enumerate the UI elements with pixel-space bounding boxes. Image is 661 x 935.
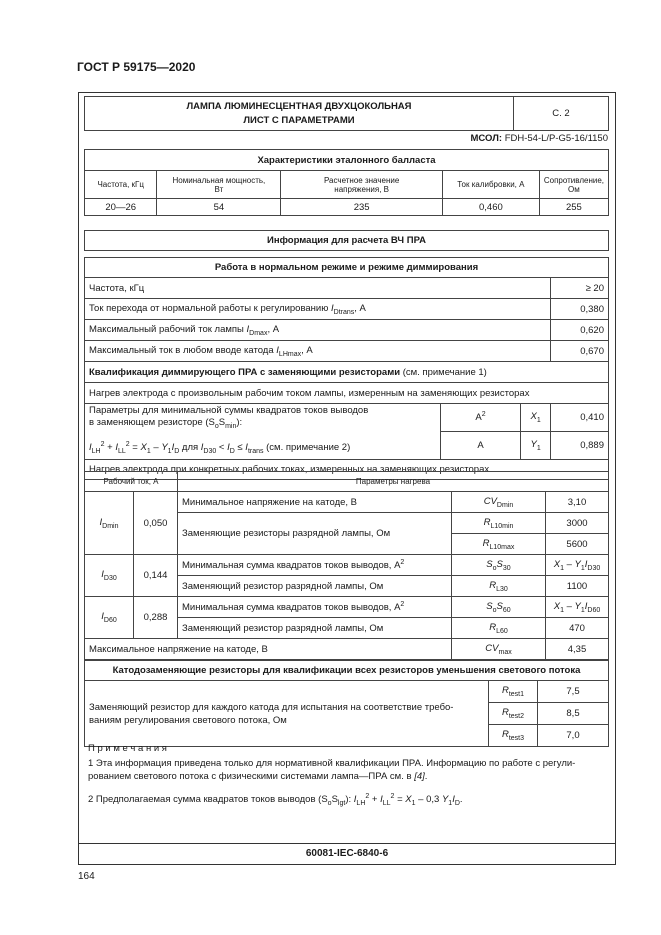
rl30-symbol: $R_{L30}$: [452, 576, 546, 597]
rl10min-symbol: $R_{L10min}$: [452, 513, 546, 534]
normal-mode-title: Работа в нормальном режиме и режиме диммирования: [85, 258, 609, 278]
rtest2-value: 8,5: [538, 703, 609, 725]
title-line-1: ЛАМПА ЛЮМИНЕСЦЕНТНАЯ ДВУХЦОКОЛЬНАЯ: [186, 101, 412, 112]
rl30-value: 1100: [546, 576, 609, 597]
page-number: 164: [78, 871, 95, 882]
sheet-number: С. 2: [514, 97, 609, 131]
min-sum-30-label: Минимальная сумма квадратов токов выводов, $А^2$: [178, 555, 452, 576]
group-d30-value: 0,144: [134, 555, 178, 597]
col-calibration-current: Ток калибровки, А: [442, 171, 539, 199]
heating-arbitrary-row: Нагрев электрода с произвольным рабочим током лампы, измеренным на заменяющих резисторах: [85, 383, 609, 404]
max-cathode-voltage-label: Максимальное напряжение на катоде, В: [85, 639, 452, 660]
dimming-title: Квалификация диммирующего ПРА с заменяющими резисторами (см. примечание 1): [85, 362, 609, 383]
rl60-value: 470: [546, 618, 609, 639]
cv-max-value: 4,35: [546, 639, 609, 660]
mcol-label: МСОЛ:: [470, 133, 503, 144]
cv-dmin-symbol: $CV_{Dmin}$: [452, 492, 546, 513]
rl10min-value: 3000: [546, 513, 609, 534]
rtest3-symbol: $R_{test3}$: [489, 725, 538, 747]
x1-value: 0,410: [550, 404, 608, 432]
replacement-resistors-label: Заменяющие резисторы разрядной лампы, Ом: [178, 513, 452, 555]
y1-label: $Y_1$: [521, 431, 551, 459]
rl10max-symbol: $R_{L10max}$: [452, 534, 546, 555]
notes-heading: П р и м е ч а н и я: [88, 743, 167, 754]
heating-specific-row: Нагрев электрода при конкретных рабочих токах, измеренных на заменяющих резисторах: [85, 459, 609, 479]
rtest1-value: 7,5: [538, 681, 609, 703]
mcol-code: [400, 133, 608, 144]
rl30-label: Заменяющий резистор разрядной лампы, Ом: [178, 576, 452, 597]
value-voltage: 235: [281, 199, 443, 216]
hf-info-title-box: [84, 230, 609, 251]
reference-ballast-title: Характеристики эталонного балласта: [85, 150, 609, 171]
x1-label: $X_1$: [521, 404, 551, 432]
group-d60-value: 0,288: [134, 597, 178, 639]
a2-label: $A^2$: [440, 404, 521, 432]
min-sum-60-label: Минимальная сумма квадратов токов выводов, $А^2$: [178, 597, 452, 618]
a-label: A: [440, 431, 521, 459]
col-resistance: Сопротивление, Ом: [539, 171, 608, 199]
row-dmax-value: 0,620: [550, 320, 608, 341]
rtest1-symbol: $R_{test1}$: [489, 681, 538, 703]
min-cathode-voltage-label: Минимальное напряжение на катоде, В: [178, 492, 452, 513]
title-line-2: ЛИСТ С ПАРАМЕТРАМИ: [243, 115, 355, 126]
title-box: [84, 96, 609, 131]
cathode-title: Катодозаменяющие резисторы для квалификации всех резисторов уменьшения светового потока: [85, 661, 609, 681]
sheet-title: [85, 97, 514, 131]
value-resistance: 255: [539, 199, 608, 216]
heating-params-table: [84, 471, 609, 660]
row-dtrans-value: 0,380: [550, 299, 608, 320]
operation-table: [84, 257, 609, 480]
col-power: Номинальная мощность, Вт: [157, 171, 281, 199]
rtest3-value: 7,0: [538, 725, 609, 747]
cv-dmin-value: 3,10: [546, 492, 609, 513]
s30-value: $X_1 - Y_1I_{D30}$: [546, 555, 609, 576]
row-frequency-label: Частота, кГц: [85, 278, 551, 299]
col-heating-params: Параметры нагрева: [178, 472, 609, 492]
cathode-resistors-table: [84, 660, 609, 747]
rl60-symbol: $R_{L60}$: [452, 618, 546, 639]
reference-ballast-table: [84, 149, 609, 216]
value-calibration-current: 0,460: [442, 199, 539, 216]
rtest2-symbol: $R_{test2}$: [489, 703, 538, 725]
col-voltage: Расчетное значение напряжения, В: [281, 171, 443, 199]
rl10max-value: 5600: [546, 534, 609, 555]
s60-value: $X_1 - Y_1I_{D60}$: [546, 597, 609, 618]
cathode-text: Заменяющий резистор для каждого катода для испытания на соответствие требо- ваниям регулирования светового потока, Ом: [85, 681, 489, 747]
doc-header: ГОСТ Р 59175—2020: [77, 60, 196, 74]
s30-symbol: $S_oS_{30}$: [452, 555, 546, 576]
col-operating-current: Рабочий ток, А: [85, 472, 178, 492]
min-sum-params-label: Параметры для минимальной суммы квадратов токов выводов в заменяющем резисторе $(S_oS_{min})$: $I_{LH}^2 + I_{LL}^2 = X_1 - Y_1I_D$ для $I_{D30} < I_D \le I_{trans}$ (см. примечание 2): [85, 404, 441, 460]
y1-value: 0,889: [550, 431, 608, 459]
note-2: 2 Предполагаемая сумма квадратов токов выводов $(S_oS_{lgt})$: $I_{LH}^2 + I_{LL}^2 = X_1 - 0,3$ $Y_1I_D$.: [88, 793, 463, 808]
mcol-value: FDH-54-L/P-G5-16/1150: [504, 133, 608, 144]
group-dmin-symbol: $I_{Dmin}$: [85, 492, 134, 555]
group-d60-symbol: $I_{D60}$: [85, 597, 134, 639]
note-1: 1 Эта информация приведена только для нормативной квалификации ПРА. Информацию по работе с регули- рованием светового потока с физическими системами лампа—ПРА см. в [4].: [88, 758, 576, 782]
cv-max-symbol: $CV_{max}$: [452, 639, 546, 660]
row-dmax-label: Максимальный рабочий ток лампы $I_{Dmax}$, А: [85, 320, 551, 341]
group-d30-symbol: $I_{D30}$: [85, 555, 134, 597]
s60-symbol: $S_oS_{60}$: [452, 597, 546, 618]
value-frequency: 20—26: [85, 199, 157, 216]
hf-info-title: Информация для расчета ВЧ ПРА: [85, 231, 609, 251]
footer-code: 60081-IEC-6840-6: [78, 844, 616, 865]
col-frequency: Частота, кГц: [85, 171, 157, 199]
rl60-label: Заменяющий резистор разрядной лампы, Ом: [178, 618, 452, 639]
row-dtrans-label: Ток перехода от нормальной работы к регулированию $I_{Dtrans}$, А: [85, 299, 551, 320]
value-power: 54: [157, 199, 281, 216]
row-lhmax-label: Максимальный ток в любом вводе катода $I_{LHmax}$, А: [85, 341, 551, 362]
group-dmin-value: 0,050: [134, 492, 178, 555]
row-frequency-value: ≥ 20: [550, 278, 608, 299]
row-lhmax-value: 0,670: [550, 341, 608, 362]
